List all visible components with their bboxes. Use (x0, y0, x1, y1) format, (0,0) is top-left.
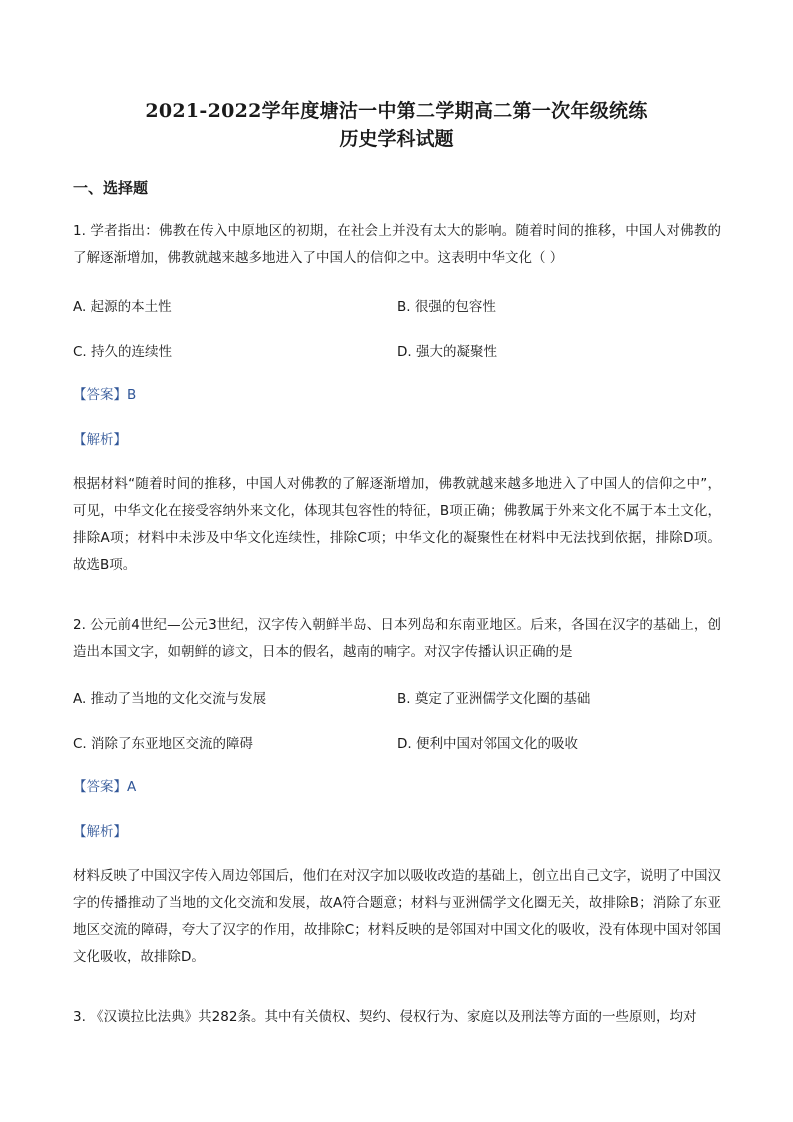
question-2-option-a: A. 推动了当地的文化交流与发展 (73, 691, 267, 707)
question-2-analysis-label-text: 【解析】 (73, 824, 127, 840)
question-2-answer (73, 777, 136, 797)
question-2-option-c: C. 消除了东亚地区交流的障碍 (73, 736, 254, 752)
exam-title: 2021-2022学年度塘沽一中第二学期高二第一次年级统练 (145, 100, 648, 122)
question-1-analysis: 根据材料“随着时间的推移，中国人对佛教的了解逐渐增加，佛教就越来越多地进入了中国人的信仰之中”，可见，中华文化在接受容纳外来文化，体现其包容性的特征，B项正确；佛教属于外来文化不属于本土文化，排除A项；材料中未涉及中华文化连续性，排除C项；中华文化的凝聚性在材料中无法找到依据，排除D项。故选B项。 (73, 476, 721, 573)
question-1-option-a: A. 起源的本土性 (73, 299, 172, 315)
question-1-option-b: B. 很强的包容性 (397, 299, 496, 315)
question-1-answer (73, 385, 136, 405)
question-1-analysis-label-text: 【解析】 (73, 432, 127, 448)
question-2-analysis-label (73, 822, 127, 842)
question-1-analysis-label (73, 430, 127, 450)
question-2-analysis: 材料反映了中国汉字传入周边邻国后，他们在对汉字加以吸收改造的基础上，创立出自己文字，说明了中国汉字的传播推动了当地的文化交流和发展，故A符合题意；材料与亚洲儒学文化圈无关，故排除B；消除了东亚地区交流的障碍，夸大了汉字的作用，故排除C；材料反映的是邻国对中国文化的吸收，没有体现中国对邻国文化吸收，故排除D。 (73, 868, 721, 965)
question-1-answer-text: 【答案】B (73, 387, 137, 403)
section-heading: 一、选择题 (73, 179, 149, 197)
question-3-stem: 3. 《汉谟拉比法典》共282条。其中有关债权、契约、侵权行为、家庭以及刑法等方面的一些原则，均对 (73, 1009, 697, 1025)
exam-subtitle: 历史学科试题 (339, 128, 454, 150)
question-2-option-b: B. 奠定了亚洲儒学文化圈的基础 (397, 691, 591, 707)
question-1-stem: 1. 学者指出：佛教在传入中原地区的初期，在社会上并没有太大的影响。随着时间的推移，中国人对佛教的了解逐渐增加，佛教就越来越多地进入了中国人的信仰之中。这表明中华文化（ ） (73, 223, 721, 266)
question-1-option-d: D. 强大的凝聚性 (397, 344, 497, 360)
question-2-stem: 2. 公元前4世纪—公元3世纪，汉字传入朝鲜半岛、日本列岛和东南亚地区。后来，各国在汉字的基础上，创造出本国文字，如朝鲜的谚文，日本的假名，越南的喃字。对汉字传播认识正确的是 (73, 617, 721, 660)
question-1-option-c: C. 持久的连续性 (73, 344, 173, 360)
question-2-answer-text: 【答案】A (73, 779, 137, 795)
question-2-option-d: D. 便利中国对邻国文化的吸收 (397, 736, 578, 752)
